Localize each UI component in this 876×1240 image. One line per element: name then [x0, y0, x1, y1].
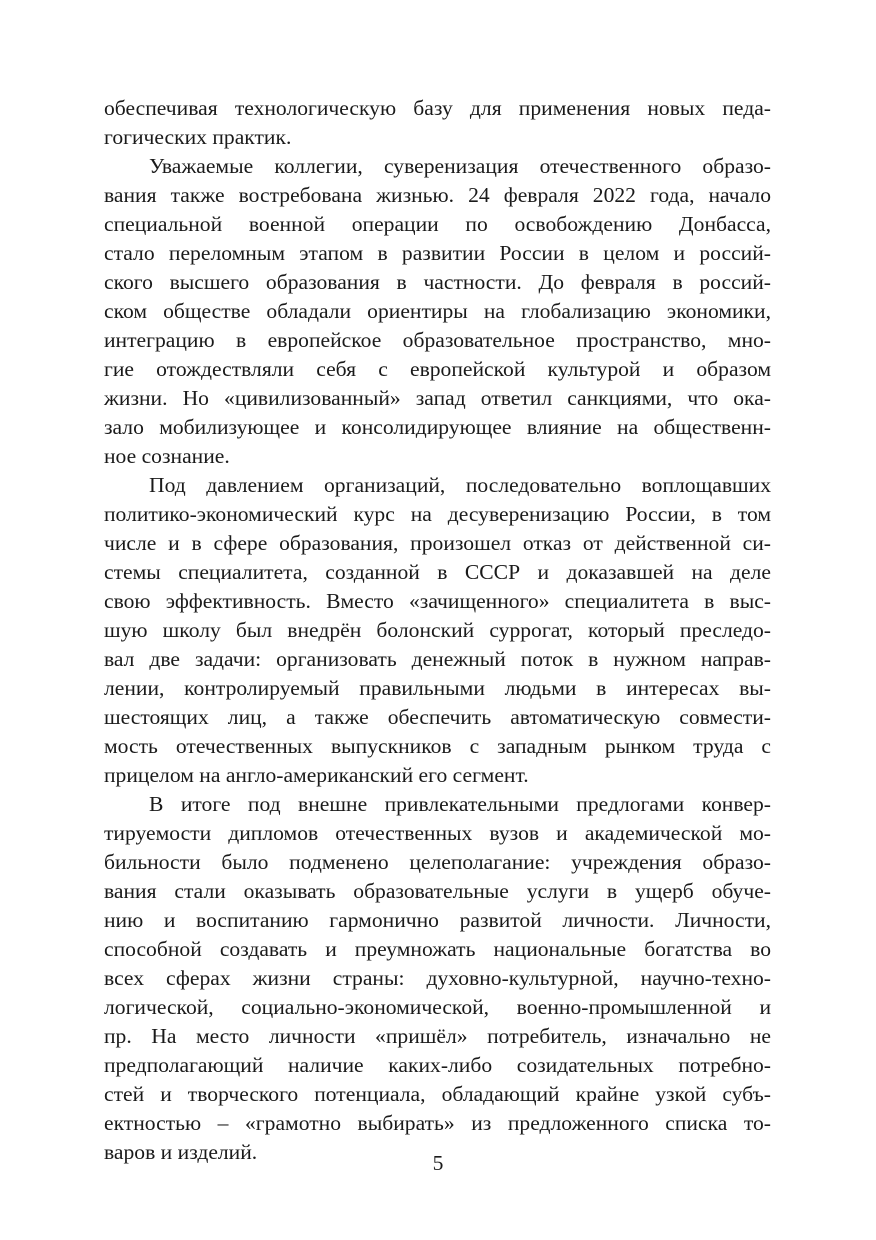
- text-line: специальной военной операции по освобождению Донбасса,: [104, 212, 771, 236]
- text-line: вания также востребована жизнью. 24 февраля 2022 года, начало: [104, 183, 771, 207]
- text-line: Под давлением организаций, последовательно воплощавших: [149, 473, 771, 497]
- text-line: гогических практик.: [104, 125, 292, 149]
- text-line: В итоге под внешне привлекательными предлогами конвер-: [149, 792, 771, 816]
- paragraph: [104, 94, 771, 152]
- text-line: предполагающий наличие каких-либо созидательных потребно-: [104, 1053, 771, 1077]
- text-line: ском обществе обладали ориентиры на глобализацию экономики,: [104, 299, 771, 323]
- text-line: всех сферах жизни страны: духовно-культурной, научно-техно-: [104, 966, 771, 990]
- text-line: стемы специалитета, созданной в СССР и доказавшей на деле: [104, 560, 771, 584]
- text-line: шестоящих лиц, а также обеспечить автоматическую совмести-: [104, 705, 771, 729]
- text-line: прицелом на англо-американский его сегмент.: [104, 763, 529, 787]
- text-line: числе и в сфере образования, произошел отказ от действенной си-: [104, 531, 771, 555]
- paragraph: [104, 152, 771, 471]
- text-line: гие отождествляли себя с европейской культурой и образом: [104, 357, 771, 381]
- page-number: 5: [432, 1151, 444, 1175]
- text-line: пр. На место личности «пришёл» потребитель, изначально не: [104, 1024, 771, 1048]
- text-line: вал две задачи: организовать денежный поток в нужном направ-: [104, 647, 771, 671]
- text-line: интеграцию в европейское образовательное пространство, мно-: [104, 328, 771, 352]
- text-line: лении, контролируемый правильными людьми в интересах вы-: [104, 676, 771, 700]
- text-line: шую школу был внедрён болонский суррогат, который преследо-: [104, 618, 771, 642]
- text-line: Уважаемые коллегии, суверенизация отечественного образо-: [149, 154, 771, 178]
- text-line: ное сознание.: [104, 444, 230, 468]
- text-line: стей и творческого потенциала, обладающий крайне узкой субъ-: [104, 1082, 771, 1106]
- text-line: политико-экономический курс на десуверенизацию России, в том: [104, 502, 771, 526]
- text-line: жизни. Но «цивилизованный» запад ответил санкциями, что ока-: [104, 386, 771, 410]
- text-line: вания стали оказывать образовательные услуги в ущерб обуче-: [104, 879, 771, 903]
- text-line: бильности было подменено целеполагание: учреждения образо-: [104, 850, 771, 874]
- text-line: логической, социально-экономической, военно-промышленной и: [104, 995, 771, 1019]
- text-line: стало переломным этапом в развитии России в целом и россий-: [104, 241, 771, 265]
- text-line: способной создавать и преумножать национальные богатства во: [104, 937, 771, 961]
- text-line: ектностью – «грамотно выбирать» из предложенного списка то-: [104, 1111, 771, 1135]
- text-line: обеспечивая технологическую базу для применения новых педа-: [104, 96, 771, 120]
- text-line: мость отечественных выпускников с западным рынком труда с: [104, 734, 771, 758]
- text-line: варов и изделий.: [104, 1140, 258, 1164]
- text-line: зало мобилизующее и консолидирующее влияние на общественн-: [104, 415, 771, 439]
- paragraph: [104, 790, 771, 1167]
- text-line: ского высшего образования в частности. До февраля в россий-: [104, 270, 771, 294]
- paragraph: [104, 471, 771, 790]
- text-line: нию и воспитанию гармонично развитой личности. Личности,: [104, 908, 771, 932]
- text-line: свою эффективность. Вместо «зачищенного» специалитета в выс-: [104, 589, 771, 613]
- body-text: [104, 94, 771, 1167]
- text-line: тируемости дипломов отечественных вузов и академической мо-: [104, 821, 771, 845]
